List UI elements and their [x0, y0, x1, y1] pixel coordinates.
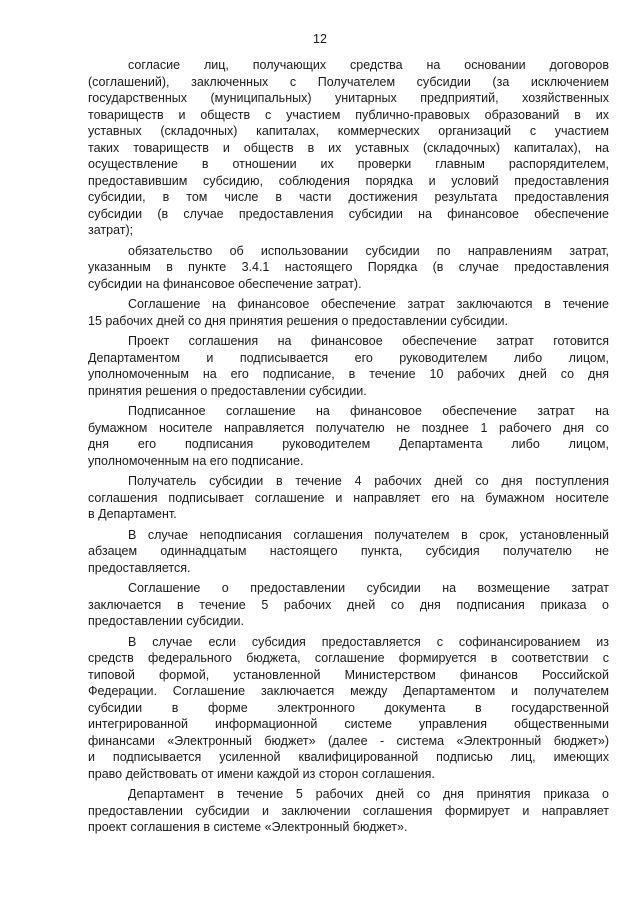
text-line: обязательство об использовании субсидии по направлениям затрат,: [128, 243, 609, 258]
text-line: финансами «Электронный бюджет» (далее - система «Электронный бюджет»): [88, 733, 609, 748]
document-body: [88, 57, 609, 840]
text-line: уполномоченным на его подписание.: [88, 453, 304, 468]
text-line: право действовать от имени каждой из сторон соглашения.: [88, 766, 435, 781]
text-line: затрат);: [88, 223, 134, 237]
text-line: Департамент в течение 5 рабочих дней со дня принятия приказа о: [128, 787, 609, 801]
text-line: субсидии в форме электронного документа в государственной: [88, 700, 609, 715]
text-line: уполномоченным на его подписание, в течение 10 рабочих дней со дня: [88, 367, 609, 381]
text-line: Соглашение о предоставлении субсидии на возмещение затрат: [128, 581, 609, 595]
paragraph: [88, 333, 609, 399]
text-line: в Департамент.: [88, 507, 177, 521]
text-line: проект соглашения в системе «Электронный бюджет».: [88, 820, 408, 834]
paragraph: [88, 580, 609, 630]
text-line: субсидии (в случае предоставления субсидии на финансовое обеспечение: [88, 206, 609, 221]
text-line: Департаментом и подписывается его руководителем либо лицом,: [88, 350, 609, 365]
paragraph: [88, 243, 609, 293]
text-line: Подписанное соглашение на финансовое обеспечение затрат на: [128, 404, 609, 418]
text-line: согласие лиц, получающих средства на основании договоров: [128, 58, 609, 72]
text-line: субсидии, в том числе в части достижения результата предоставления: [88, 190, 609, 204]
text-line: таких товариществ и обществ в их уставных (складочных) капиталах), на: [88, 140, 609, 155]
text-line: интегрированной информационной системе управления общественными: [88, 717, 609, 731]
text-line: принятия решения о предоставлении субсидии.: [88, 383, 367, 398]
text-line: Проект соглашения на финансовое обеспечение затрат готовится: [128, 334, 609, 348]
paragraph: [88, 403, 609, 469]
paragraph: [88, 634, 609, 783]
text-line: и подписывается усиленной квалифицированной подписью лиц, имеющих: [88, 750, 609, 764]
text-line: Федерации. Соглашение заключается между Департаментом и получателем: [88, 684, 609, 698]
text-line: бумажном носителе направляется получателю не позднее 1 рабочего дня со: [88, 420, 609, 435]
text-line: типовой формой, установленной Министерством финансов Российской: [88, 667, 609, 682]
text-line: предоставляется.: [88, 560, 191, 575]
text-line: заключается в течение 5 рабочих дней со дня подписания приказа о: [88, 597, 609, 612]
text-line: абзацем одиннадцатым настоящего пункта, субсидия получателю не: [88, 544, 609, 558]
text-line: предоставлении субсидии.: [88, 614, 244, 628]
text-line: субсидии на финансовое обеспечение затрат).: [88, 276, 362, 291]
paragraph: [88, 473, 609, 523]
text-line: государственных (муниципальных) унитарных предприятий, хозяйственных: [88, 91, 609, 105]
paragraph: [88, 296, 609, 329]
paragraph: [88, 527, 609, 577]
text-line: указанным в пункте 3.4.1 настоящего Порядка (в случае предоставления: [88, 260, 609, 274]
text-line: 15 рабочих дней со дня принятия решения о предоставлении субсидии.: [88, 313, 508, 328]
text-line: (соглашений), заключенных с Получателем субсидии (за исключением: [88, 74, 609, 89]
text-line: средств федерального бюджета, соглашение формируется в соответствии с: [88, 651, 609, 665]
text-line: товариществ и обществ с участием публично-правовых образований в их: [88, 107, 609, 122]
paragraph: [88, 786, 609, 836]
text-line: предоставлении субсидии и заключении соглашения формирует и направляет: [88, 803, 609, 818]
text-line: осуществление в отношении их проверки главным распорядителем,: [88, 157, 609, 171]
text-line: дня его подписания руководителем Департамента либо лицом,: [88, 437, 609, 451]
page-number: 12: [313, 32, 327, 46]
text-line: соглашения подписывает соглашение и направляет его на бумажном носителе: [88, 490, 609, 505]
text-line: В случае неподписания соглашения получателем в срок, установленный: [128, 527, 609, 542]
paragraph: [88, 57, 609, 239]
text-line: Получатель субсидии в течение 4 рабочих дней со дня поступления: [128, 474, 609, 488]
text-line: предоставившим субсидию, соблюдения порядка и условий предоставления: [88, 173, 609, 188]
text-line: Соглашение на финансовое обеспечение затрат заключаются в течение: [128, 297, 609, 311]
text-line: уставных (складочных) капиталах, коммерческих организаций с участием: [88, 124, 609, 138]
text-line: В случае если субсидия предоставляется с софинансированием из: [128, 634, 609, 649]
